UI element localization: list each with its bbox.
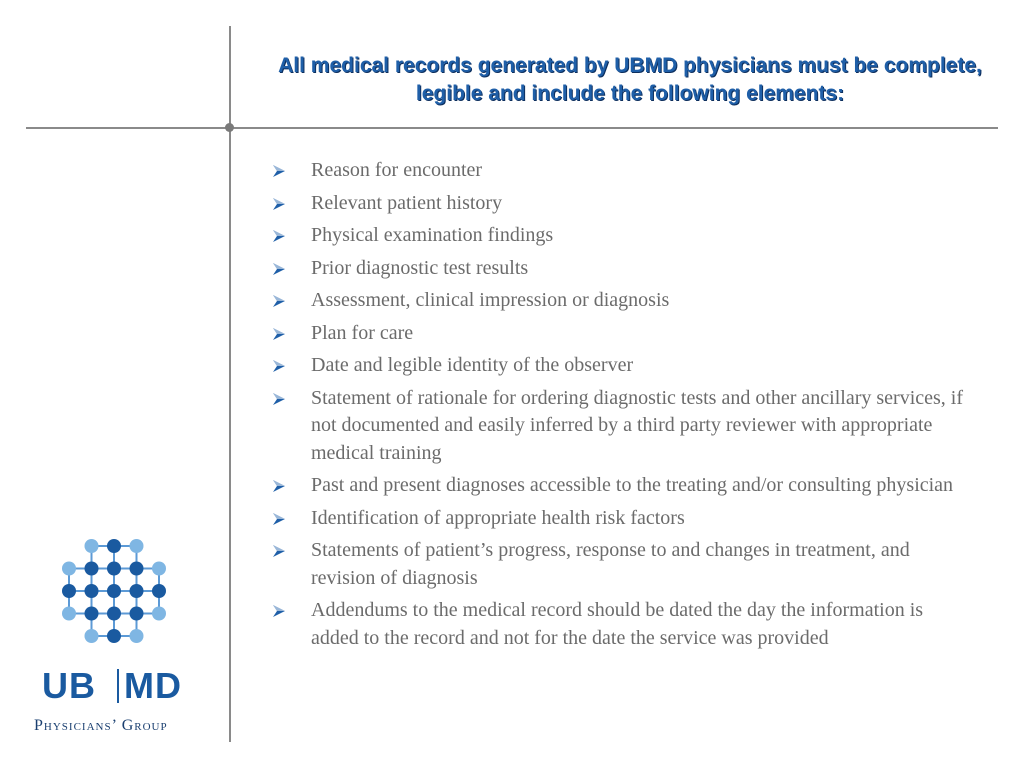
bullet-text: Statement of rationale for ordering diagnostic tests and other ancillary services, if not documented and easily inferred by a third party reviewer with appropriate medical training	[311, 386, 964, 464]
logo-dot	[62, 584, 76, 598]
logo-dot	[152, 584, 166, 598]
logo-dot	[62, 562, 76, 576]
logo-dot	[85, 584, 99, 598]
bullet-text: Statements of patient’s progress, response to and changes in treatment, and revision of diagnosis	[311, 539, 910, 589]
horizontal-divider	[26, 127, 998, 129]
logo-dot	[107, 607, 121, 621]
logo-dot	[130, 539, 144, 553]
logo-dot	[107, 629, 121, 643]
arrow-bullet-icon	[272, 544, 288, 558]
arrow-bullet-icon	[272, 294, 288, 308]
brand-separator	[117, 669, 119, 703]
bullet-item	[272, 320, 972, 348]
bullet-item	[272, 505, 972, 533]
logo-dot	[107, 539, 121, 553]
logo-dot	[107, 584, 121, 598]
logo-dot	[85, 607, 99, 621]
logo-dot	[130, 562, 144, 576]
bullet-text: Assessment, clinical impression or diagnosis	[311, 289, 670, 311]
bullet-text: Plan for care	[311, 321, 414, 344]
brand-tagline: Physicians’ Group	[34, 717, 168, 734]
bullet-text: Date and legible identity of the observer	[311, 354, 634, 376]
logo-dot	[152, 607, 166, 621]
logo-dot	[130, 629, 144, 643]
arrow-bullet-icon	[272, 512, 288, 526]
logo-dot	[85, 629, 99, 643]
bullet-item	[272, 255, 972, 283]
logo-dot	[85, 562, 99, 576]
bullet-item	[272, 222, 972, 250]
divider-junction-dot	[225, 123, 234, 132]
logo-dot	[152, 562, 166, 576]
brand-ub: UB	[42, 665, 96, 706]
arrow-bullet-icon	[272, 479, 288, 493]
bullet-text: Addendums to the medical record should be dated the day the information is added to the record and not for the date the service was provided	[311, 599, 924, 649]
arrow-bullet-icon	[272, 392, 288, 406]
logo-dot	[85, 539, 99, 553]
bullet-text: Reason for encounter	[311, 159, 483, 181]
bullet-item	[272, 287, 972, 315]
brand-logo	[38, 666, 198, 706]
arrow-bullet-icon	[272, 359, 288, 373]
arrow-bullet-icon	[272, 327, 288, 341]
bullet-item	[272, 537, 972, 592]
bullet-item	[272, 190, 972, 218]
logo-dot	[130, 584, 144, 598]
bullet-item	[272, 597, 972, 652]
bullet-item	[272, 472, 972, 500]
bullet-item	[272, 157, 972, 185]
bullet-list	[272, 157, 972, 657]
bullet-text: Prior diagnostic test results	[311, 256, 529, 279]
vertical-divider	[229, 26, 231, 742]
arrow-bullet-icon	[272, 604, 288, 618]
bullet-text: Relevant patient history	[311, 191, 503, 214]
logo-dot	[62, 607, 76, 621]
logo-dot	[107, 562, 121, 576]
slide-title: All medical records generated by UBMD physicians must be complete, legible and include the following elements:	[278, 54, 982, 105]
bullet-text: Past and present diagnoses accessible to the treating and/or consulting physician	[311, 474, 954, 496]
arrow-bullet-icon	[272, 197, 288, 211]
bullet-item	[272, 352, 972, 380]
arrow-bullet-icon	[272, 164, 288, 178]
logo-dot	[130, 607, 144, 621]
bullet-text: Physical examination findings	[311, 224, 554, 246]
arrow-bullet-icon	[272, 262, 288, 276]
dot-grid-logo-icon	[58, 535, 170, 647]
bullet-item	[272, 385, 972, 468]
brand-md: MD	[124, 665, 182, 706]
arrow-bullet-icon	[272, 229, 288, 243]
bullet-text: Identification of appropriate health risk factors	[311, 506, 685, 529]
